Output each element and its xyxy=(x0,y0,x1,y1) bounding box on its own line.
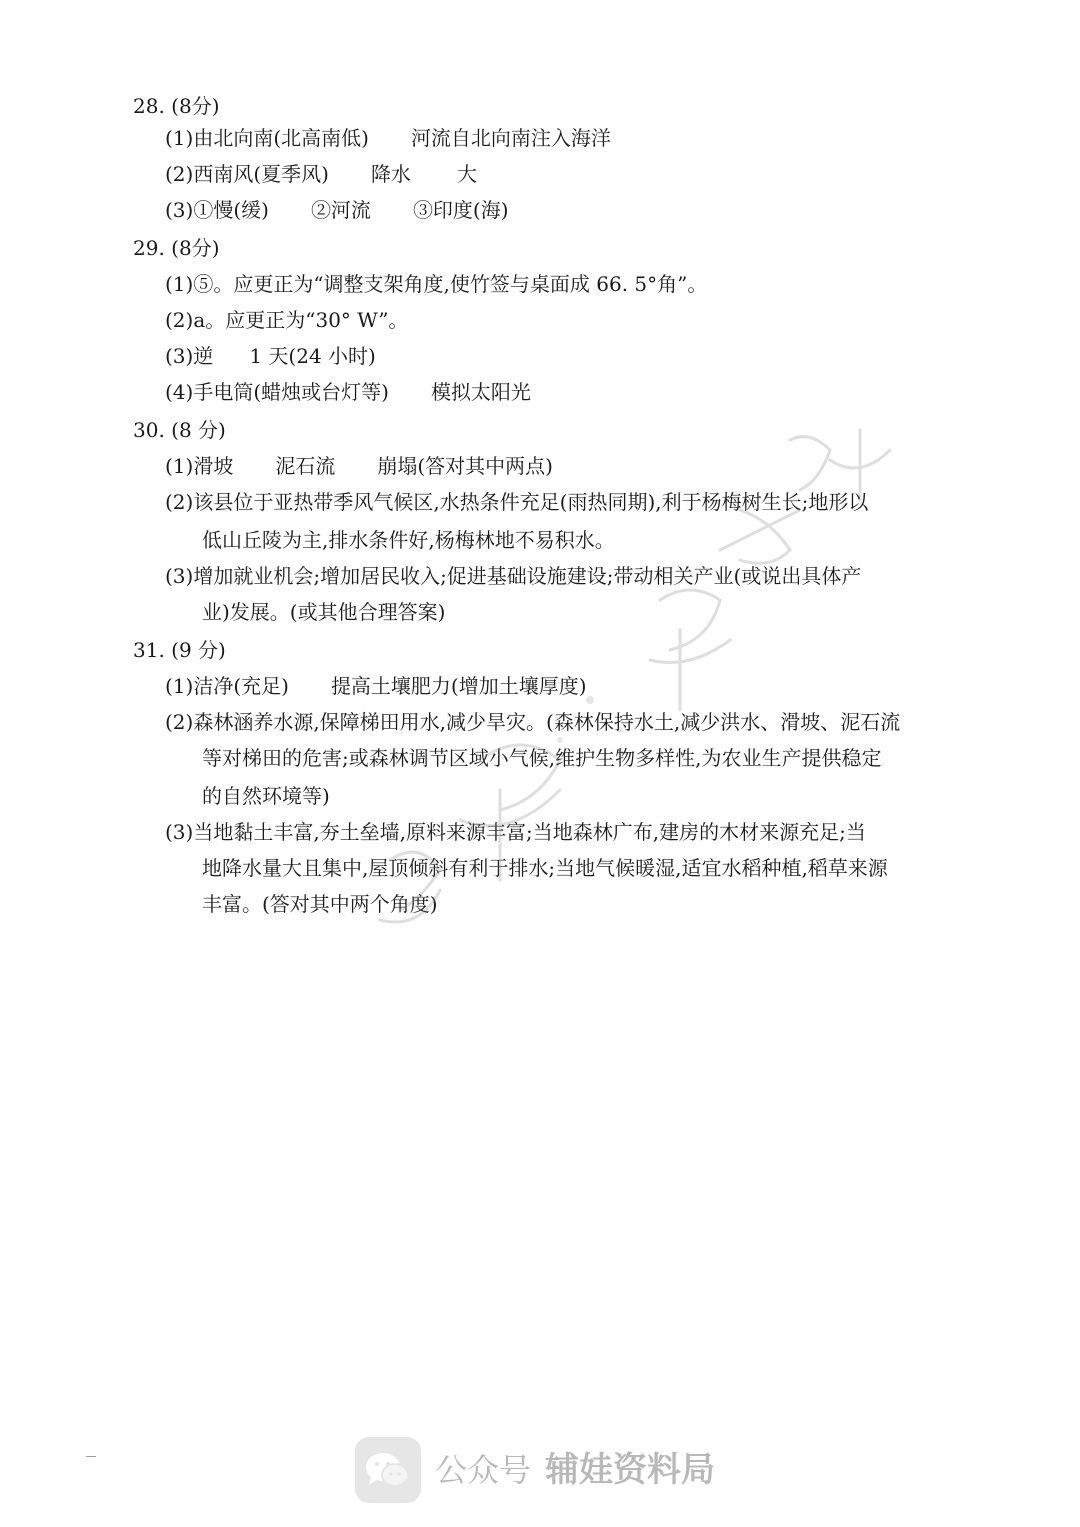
q28-answer-3 xyxy=(165,196,509,224)
footer-prefix: 公众号 xyxy=(435,1451,532,1489)
q28-answer-2 xyxy=(165,160,477,188)
footer-text xyxy=(435,1449,715,1491)
q29-answer-4 xyxy=(165,378,531,406)
q31-answer-2a: (2)森林涵养水源,保障梯田用水,减少旱灾。(森林保持水土,减少洪水、滑坡、泥石流 xyxy=(165,710,901,734)
q28-answer-2a: (2)西南风(夏季风) xyxy=(165,162,329,186)
q28-answer-1 xyxy=(165,124,611,152)
q29-answer-3 xyxy=(165,342,376,370)
q31-answer-3b: 地降水量大且集中,屋顶倾斜有利于排水;当地气候暖湿,适宜水稻种植,稻草来源 xyxy=(202,856,888,880)
q31-title: 31. (9 分) xyxy=(133,638,226,662)
q30-answer-1b: 泥石流 xyxy=(275,454,336,478)
q28-answer-3c: ③印度(海) xyxy=(412,198,509,222)
q29-answer-4a: (4)手电筒(蜡烛或台灯等) xyxy=(165,380,389,404)
q29-answer-1: (1)⑤。应更正为“调整支架角度,使竹签与桌面成 66. 5°角”。 xyxy=(165,272,708,296)
q30-answer-1a: (1)滑坡 xyxy=(165,454,234,478)
q30-answer-3b: 业)发展。(或其他合理答案) xyxy=(202,600,446,624)
wechat-icon xyxy=(355,1437,421,1503)
q29-answer-4b: 模拟太阳光 xyxy=(430,380,531,404)
q30-answer-1c: 崩塌(答对其中两点) xyxy=(377,454,553,478)
q30-answer-2a: (2)该县位于亚热带季风气候区,水热条件充足(雨热同期),利于杨梅树生长;地形以 xyxy=(165,490,869,514)
q31-answer-2b: 等对梯田的危害;或森林调节区域小气候,维护生物多样性,为农业生产提供稳定 xyxy=(202,746,882,770)
q28-answer-3a: (3)①慢(缓) xyxy=(165,198,269,222)
q29-title: 29. (8分) xyxy=(133,236,220,260)
wechat-icon-glyph xyxy=(355,1437,421,1503)
q31-answer-1 xyxy=(165,672,587,700)
q28-answer-1b: 河流自北向南注入海洋 xyxy=(410,126,611,150)
q28-title: 28. (8分) xyxy=(133,94,220,118)
q30-answer-3a: (3)增加就业机会;增加居民收入;促进基础设施建设;带动相关产业(或说出具体产 xyxy=(165,564,862,588)
q31-answer-2c: 的自然环境等) xyxy=(202,784,330,808)
q28-answer-3b: ②河流 xyxy=(310,198,371,222)
q29-answer-3b: 1 天(24 小时) xyxy=(249,344,376,368)
corner-mark xyxy=(86,1456,96,1457)
q29-answer-2: (2)a。应更正为“30° W”。 xyxy=(165,308,409,332)
q28-answer-2b: 降水 xyxy=(370,162,411,186)
q31-answer-1a: (1)洁净(充足) xyxy=(165,674,289,698)
q28-answer-2c: 大 xyxy=(456,162,477,186)
q31-answer-3c: 丰富。(答对其中两个角度) xyxy=(202,892,438,916)
q31-answer-1b: 提高土壤肥力(增加土壤厚度) xyxy=(330,674,587,698)
q30-answer-1 xyxy=(165,452,553,480)
q30-title: 30. (8 分) xyxy=(133,418,226,442)
q30-answer-2b: 低山丘陵为主,排水条件好,杨梅林地不易积水。 xyxy=(202,528,615,552)
footer-name: 辅娃资料局 xyxy=(545,1450,716,1490)
q28-answer-1a: (1)由北向南(北高南低) xyxy=(165,126,369,150)
q31-answer-3a: (3)当地黏土丰富,夯土垒墙,原料来源丰富;当地森林广布,建房的木材来源充足;当 xyxy=(165,820,866,844)
q29-answer-3a: (3)逆 xyxy=(165,344,214,368)
footer-brand xyxy=(355,1437,745,1507)
